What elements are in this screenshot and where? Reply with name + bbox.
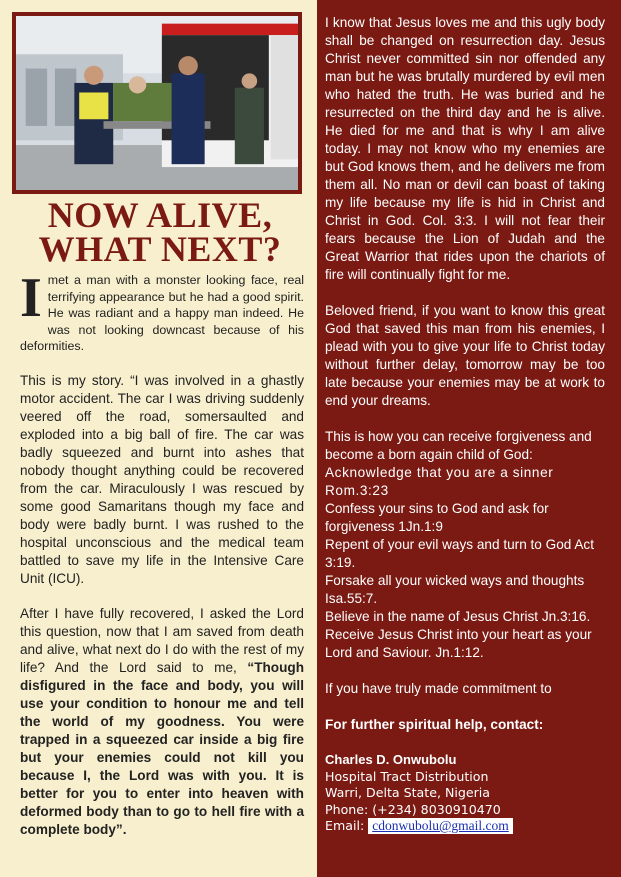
headline: [10, 195, 310, 269]
contact-address: Warri, Delta State, Nigeria: [325, 785, 491, 800]
step-item: Confess your sins to God and ask for forgiveness 1Jn.1:9: [325, 501, 549, 534]
contact-org: Hospital Tract Distribution: [325, 768, 489, 784]
headline-line-2: WHAT NEXT?: [38, 229, 282, 269]
ambulance-rescue-photo: [12, 12, 302, 194]
contact-name: Charles D. Onwubolu: [325, 752, 457, 767]
step-item: Believe in the name of Jesus Christ Jn.3:16.: [325, 609, 591, 624]
commitment-text: If you have truly made commitment to: [325, 681, 552, 696]
email-link[interactable]: cdonwubolu@gmail.com: [368, 818, 513, 834]
drop-cap: I: [20, 267, 42, 329]
help-heading: For further spiritual help, contact:: [325, 717, 544, 732]
step-item: Forsake all your wicked ways and thoughts Isa.55:7.: [325, 573, 585, 606]
contact-block: [325, 752, 605, 835]
steps-intro: This is how you can receive forgiveness and become a born again child of God:: [325, 429, 592, 462]
invitation-paragraph: Beloved friend, if you want to know this great God that saved this man from his enemies, I plead with you to give your life to Christ today without further delay, tomorrow may be too late because your enemies may be at work to end your dreams.: [325, 303, 605, 408]
story-text: [20, 372, 304, 856]
right-column: [317, 0, 621, 877]
testimony-paragraph: I know that Jesus loves me and this ugly body shall be changed on resurrection day. Jesus Christ never committed sin nor offended any man but he was brutally murdered by evil men who hated the truth. He was buried and he resurrected on the third day and he is alive. He died for me and that is why I am alive today. I may not know who my enemies are but God knows them, and he delivers me from them all. No man or devil can boast of taking my life because my life is hid in Christ and Christ in God. Col. 3:3. I will not fear their fears because the Lion of Judah and the Great Warrior that rides upon the chariots of fire will continually fight for me.: [325, 15, 605, 282]
contact-phone: Phone: (+234) 8030910470: [325, 801, 501, 817]
intro-paragraph: [20, 267, 304, 355]
story-paragraph-2-text: After I have fully recovered, I asked the Lord this question, now that I am saved from death and alive, what next do I do with the rest of my life? And the Lord said to me,: [20, 606, 304, 675]
intro-text: met a man with a monster looking face, real terrifying appearance but he had a good spirit. He was radiant and a happy man indeed. He was not looking downcast because of his deformities.: [20, 273, 304, 354]
step-item: Acknowledge that you are a sinner Rom.3:23: [325, 465, 554, 498]
salvation-steps: [325, 428, 605, 662]
lord-quote: “Though disfigured in the face and body, you will use your condition to honour me and tell the world of my goodness. You were trapped in a squeezed car inside a big fire but your enemies could not kill you because I, the Lord was with you. It is better for you to enter into heaven with deformed body than to go to hell fire with a complete body”.: [20, 660, 305, 837]
story-paragraph-1: This is my story. “I was involved in a ghastly motor accident. The car I was driving suddenly veered off the road, somersaulted and exploded into a big ball of fire. The car was badly squeezed and burnt into ashes that nobody thought anything could be recovered from the car. Miraculously I was rescued by some good Samaritans though my face and body were badly burnt. I was rushed to the hospital unconscious and the medical team battled to save my life in the Intensive Care Unit (ICU).: [20, 373, 304, 586]
story-paragraph-2: [20, 605, 304, 839]
headline-line-1: NOW ALIVE,: [47, 195, 273, 235]
ambulance-photo-illustration: [16, 16, 298, 190]
contact-email-row: [325, 818, 605, 835]
email-label: Email:: [325, 818, 365, 833]
step-item: Repent of your evil ways and turn to God Act 3:19.: [325, 537, 595, 570]
step-item: Receive Jesus Christ into your heart as your Lord and Saviour. Jn.1:12.: [325, 627, 592, 660]
